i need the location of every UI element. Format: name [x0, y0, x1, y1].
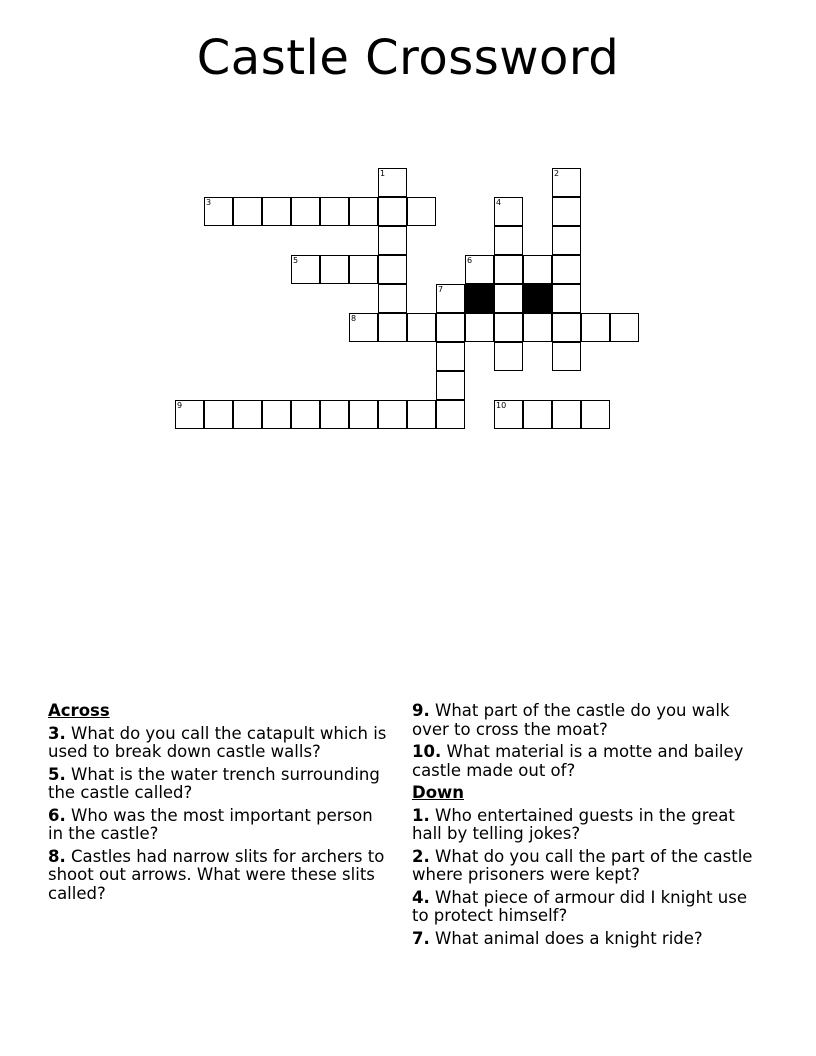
clue-text: Who was the most important person in the castle? — [48, 805, 373, 843]
crossword-cell[interactable] — [465, 313, 494, 342]
clue-across-10 — [412, 743, 762, 780]
crossword-cell[interactable] — [494, 342, 523, 371]
crossword-cell[interactable] — [436, 313, 465, 342]
down-heading: Down — [412, 783, 465, 802]
crossword-cell[interactable] — [320, 255, 349, 284]
crossword-cell[interactable] — [233, 400, 262, 429]
clues-left-column — [48, 702, 388, 907]
cell-number: 2 — [554, 169, 560, 178]
crossword-cell[interactable] — [407, 400, 436, 429]
clues-right-column — [412, 702, 762, 952]
crossword-cell[interactable] — [523, 255, 552, 284]
crossword-cell[interactable] — [552, 197, 581, 226]
crossword-cell[interactable] — [291, 400, 320, 429]
clue-across-5 — [48, 766, 388, 803]
clue-text: What material is a motte and bailey castle made out of? — [412, 742, 744, 780]
clue-text: What part of the castle do you walk over to cross the moat? — [412, 701, 730, 739]
cell-number: 4 — [496, 198, 502, 207]
clue-number: 10. — [412, 742, 442, 761]
crossword-cell[interactable] — [204, 400, 233, 429]
clue-down-2 — [412, 848, 762, 885]
clue-down-4 — [412, 889, 762, 926]
crossword-cell[interactable] — [494, 226, 523, 255]
crossword-cell[interactable] — [494, 255, 523, 284]
crossword-cell[interactable] — [523, 400, 552, 429]
crossword-cell[interactable] — [465, 255, 494, 284]
crossword-cell[interactable] — [320, 400, 349, 429]
crossword-cell[interactable] — [175, 400, 204, 429]
clue-number: 6. — [48, 805, 66, 825]
crossword-cell[interactable] — [378, 313, 407, 342]
crossword-cell[interactable] — [494, 313, 523, 342]
clue-text: What animal does a knight ride? — [435, 928, 703, 948]
crossword-cell[interactable] — [378, 255, 407, 284]
clue-text: What piece of armour did I knight use to protect himself? — [412, 887, 748, 925]
clue-across-8 — [48, 848, 388, 904]
crossword-cell[interactable] — [233, 197, 262, 226]
clue-text: What do you call the catapult which is used to break down castle walls? — [48, 723, 387, 761]
crossword-cell[interactable] — [436, 371, 465, 400]
crossword-cell[interactable] — [523, 313, 552, 342]
crossword-cell[interactable] — [378, 400, 407, 429]
clue-number: 7. — [412, 928, 430, 948]
cell-number: 1 — [380, 169, 386, 178]
crossword-cell[interactable] — [204, 197, 233, 226]
clue-down-1 — [412, 807, 762, 844]
cell-number: 7 — [438, 285, 444, 294]
crossword-cell[interactable] — [378, 226, 407, 255]
crossword-cell[interactable] — [581, 400, 610, 429]
crossword-block — [523, 284, 552, 313]
across-heading: Across — [48, 701, 110, 720]
crossword-cell[interactable] — [291, 197, 320, 226]
cell-number: 10 — [496, 401, 507, 410]
clue-number: 8. — [48, 846, 66, 866]
clue-across-9 — [412, 702, 762, 739]
crossword-cell[interactable] — [378, 197, 407, 226]
clue-text: Who entertained guests in the great hall by telling jokes? — [412, 805, 735, 843]
crossword-cell[interactable] — [552, 342, 581, 371]
crossword-cell[interactable] — [407, 197, 436, 226]
clue-number: 1. — [412, 805, 430, 825]
clue-across-3 — [48, 725, 388, 762]
page-title: Castle Crossword — [196, 30, 620, 86]
crossword-cell[interactable] — [349, 197, 378, 226]
crossword-cell[interactable] — [552, 226, 581, 255]
crossword-cell[interactable] — [581, 313, 610, 342]
crossword-cell[interactable] — [378, 284, 407, 313]
crossword-cell[interactable] — [262, 400, 291, 429]
crossword-cell[interactable] — [436, 284, 465, 313]
crossword-cell[interactable] — [610, 313, 639, 342]
crossword-cell[interactable] — [552, 168, 581, 197]
clue-number: 2. — [412, 846, 430, 866]
clue-number: 9. — [412, 701, 430, 720]
crossword-cell[interactable] — [436, 342, 465, 371]
crossword-cell[interactable] — [552, 255, 581, 284]
crossword-cell[interactable] — [320, 197, 349, 226]
crossword-cell[interactable] — [378, 168, 407, 197]
clue-across-6 — [48, 807, 388, 844]
clue-number: 4. — [412, 887, 430, 907]
clue-down-7 — [412, 930, 762, 949]
clue-text: What do you call the part of the castle where prisoners were kept? — [412, 846, 753, 884]
cell-number: 5 — [293, 256, 299, 265]
cell-number: 6 — [467, 256, 473, 265]
crossword-cell[interactable] — [349, 255, 378, 284]
clue-text: Castles had narrow slits for archers to shoot out arrows. What were these slits called? — [48, 846, 385, 903]
cell-number: 3 — [206, 198, 212, 207]
clue-number: 5. — [48, 764, 66, 784]
crossword-cell[interactable] — [552, 400, 581, 429]
crossword-cell[interactable] — [407, 313, 436, 342]
crossword-cell[interactable] — [262, 197, 291, 226]
crossword-cell[interactable] — [494, 400, 523, 429]
clue-text: What is the water trench surrounding the castle called? — [48, 764, 380, 802]
crossword-cell[interactable] — [494, 197, 523, 226]
cell-number: 9 — [177, 401, 183, 410]
crossword-cell[interactable] — [552, 313, 581, 342]
crossword-cell[interactable] — [552, 284, 581, 313]
crossword-cell[interactable] — [291, 255, 320, 284]
crossword-cell[interactable] — [349, 313, 378, 342]
cell-number: 8 — [351, 314, 357, 323]
crossword-cell[interactable] — [494, 284, 523, 313]
clue-number: 3. — [48, 723, 66, 743]
crossword-block — [465, 284, 494, 313]
crossword-cell[interactable] — [436, 400, 465, 429]
crossword-cell[interactable] — [349, 400, 378, 429]
crossword-grid — [0, 0, 816, 460]
